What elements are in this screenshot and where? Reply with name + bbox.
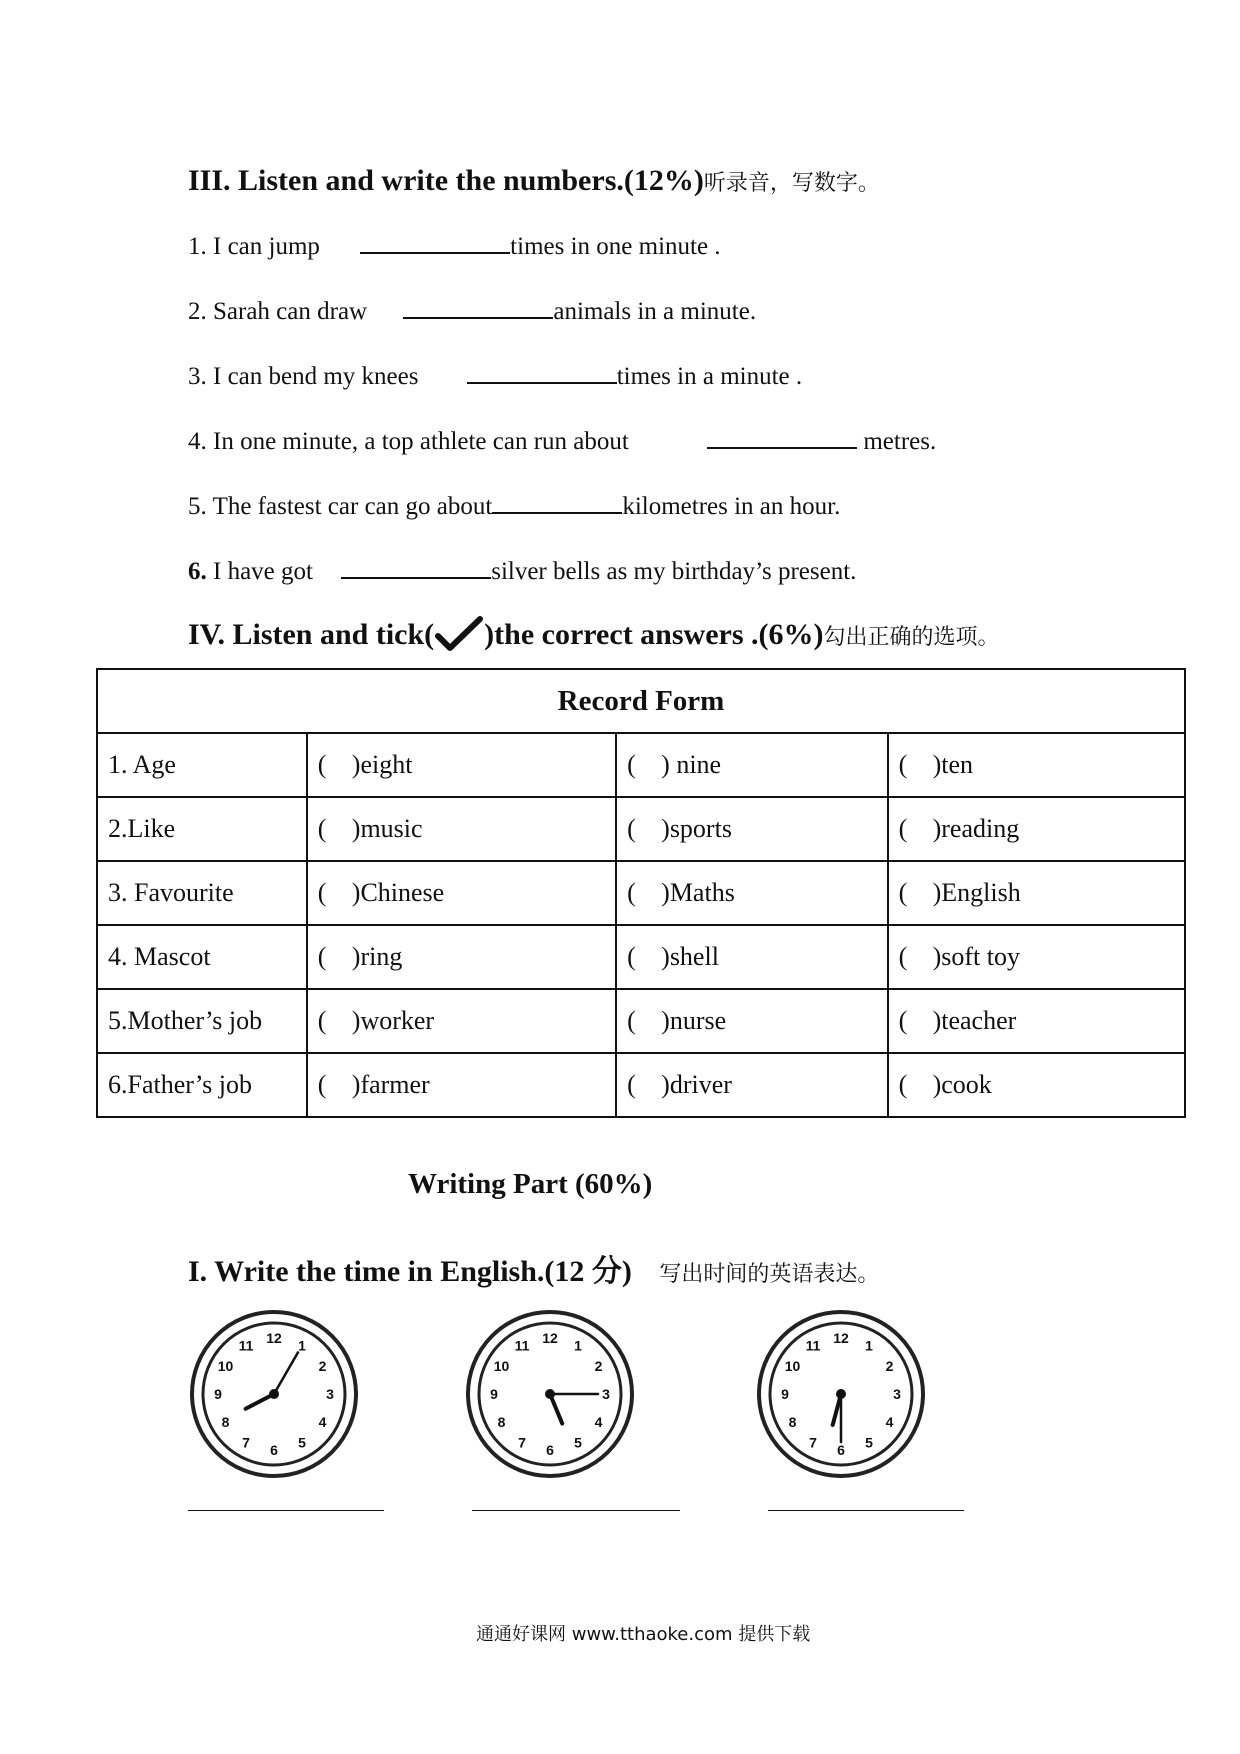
clock-numeral: 11 — [238, 1337, 254, 1354]
section-w1-title-cn: 写出时间的英语表达。 — [659, 1262, 880, 1287]
fill-item-6 — [188, 557, 856, 586]
option-cell[interactable]: ( )cook — [888, 1053, 1185, 1117]
option-cell[interactable]: ( )Chinese — [307, 861, 616, 925]
fill-item-2 — [188, 297, 756, 326]
option-cell[interactable]: ( )nurse — [616, 989, 887, 1053]
clock-numeral: 7 — [809, 1434, 817, 1451]
clock-numeral: 2 — [318, 1358, 327, 1374]
option-cell[interactable]: ( )sports — [616, 797, 887, 861]
answer-line[interactable] — [188, 1510, 384, 1511]
clock-numeral: 4 — [318, 1414, 327, 1430]
footer-text: 通通好课网 www.tthaoke.com 提供下载 — [476, 1624, 811, 1645]
answer-line[interactable] — [768, 1510, 964, 1511]
clock-numeral: 8 — [497, 1414, 506, 1430]
option-label: worker — [360, 1006, 435, 1035]
clock-numeral: 4 — [594, 1414, 603, 1430]
clock-numeral: 3 — [326, 1386, 334, 1402]
option-cell[interactable]: ( )music — [307, 797, 616, 861]
option-cell[interactable]: ( )farmer — [307, 1053, 616, 1117]
option-label: English — [941, 878, 1021, 907]
table-row — [97, 925, 1185, 989]
tick-box[interactable]: ( — [627, 750, 636, 779]
option-cell[interactable]: ( )shell — [616, 925, 887, 989]
clock-numeral: 11 — [514, 1337, 530, 1354]
section3-title-cn: 听录音，写数字。 — [703, 171, 880, 196]
option-cell[interactable]: ( )teacher — [888, 989, 1185, 1053]
option-label: music — [360, 814, 423, 843]
answer-blank[interactable] — [492, 492, 622, 514]
answer-line[interactable] — [472, 1510, 680, 1511]
clock-numeral: 7 — [518, 1434, 526, 1451]
table-row — [97, 797, 1185, 861]
item-text-after: times in one minute . — [510, 233, 721, 260]
option-cell[interactable]: ( )reading — [888, 797, 1185, 861]
clock-numeral: 6 — [546, 1442, 554, 1458]
item-text-after: silver bells as my birthday’s present. — [491, 558, 857, 585]
tick-box[interactable]: ( — [317, 942, 327, 971]
option-label: shell — [669, 942, 719, 971]
item-number: 1. — [188, 233, 207, 260]
answer-blank[interactable] — [341, 557, 491, 579]
tick-box[interactable]: ( — [317, 1070, 327, 1099]
option-label: soft toy — [941, 942, 1020, 971]
writing-part-title: Writing Part (60%) — [408, 1168, 653, 1200]
row-label: 1. Age — [97, 733, 307, 797]
table-title-row — [97, 669, 1185, 733]
item-number: 6. — [188, 558, 207, 585]
section4-title-b: )the correct answers .(6%) — [484, 618, 824, 651]
section3-heading — [188, 164, 880, 198]
clock-numeral: 6 — [270, 1442, 278, 1458]
tick-box[interactable]: ( — [898, 1070, 908, 1099]
tick-box[interactable]: ( — [627, 814, 636, 843]
option-label: farmer — [360, 1070, 430, 1099]
clock-numeral: 11 — [805, 1337, 821, 1354]
clock-icon — [464, 1308, 636, 1480]
item-text-after: kilometres in an hour. — [622, 493, 841, 520]
fill-item-5 — [188, 492, 840, 521]
section-w1-title: I. Write the time in English.(12 分) — [188, 1255, 632, 1288]
option-cell[interactable]: ( )English — [888, 861, 1185, 925]
option-label: ring — [360, 942, 403, 971]
clock-icon — [188, 1308, 360, 1480]
answer-blank[interactable] — [360, 232, 510, 254]
option-cell[interactable]: ( )soft toy — [888, 925, 1185, 989]
item-text-before: I can bend my knees — [213, 363, 419, 390]
record-form-table — [96, 668, 1186, 1118]
tick-box[interactable]: ( — [898, 1006, 908, 1035]
row-label: 6.Father’s job — [97, 1053, 307, 1117]
clock-numeral: 5 — [865, 1434, 873, 1451]
option-label: sports — [669, 814, 732, 843]
tick-box[interactable]: ( — [317, 878, 327, 907]
clock-numeral: 6 — [837, 1442, 845, 1458]
clock-numeral: 5 — [574, 1434, 582, 1451]
clock-numeral: 4 — [885, 1414, 894, 1430]
item-text-before: I can jump — [213, 233, 320, 260]
option-label: reading — [941, 814, 1020, 843]
clock-icon — [755, 1308, 927, 1480]
clock-numeral: 12 — [542, 1330, 558, 1346]
option-label: driver — [669, 1070, 732, 1099]
answer-blank[interactable] — [403, 297, 553, 319]
clock-numeral: 1 — [298, 1337, 306, 1354]
option-cell[interactable]: ( )worker — [307, 989, 616, 1053]
section4-heading — [188, 616, 1000, 652]
option-label: Chinese — [360, 878, 445, 907]
section4-title-a: IV. Listen and tick( — [188, 618, 435, 651]
clock-numeral: 9 — [490, 1386, 498, 1402]
item-text-before: I have got — [213, 558, 313, 585]
item-text-after: animals in a minute. — [553, 298, 757, 325]
table-row — [97, 861, 1185, 925]
section-w1-heading — [188, 1246, 879, 1290]
clock-numeral: 10 — [784, 1358, 801, 1374]
clock-numeral: 2 — [885, 1358, 894, 1374]
item-text-after: metres. — [863, 428, 937, 455]
option-label: Maths — [669, 878, 735, 907]
clock-numeral: 5 — [298, 1434, 306, 1451]
clock-numeral: 10 — [493, 1358, 510, 1374]
table-row — [97, 1053, 1185, 1117]
answer-blank[interactable] — [467, 362, 617, 384]
option-cell[interactable]: ( )ten — [888, 733, 1185, 797]
row-label: 3. Favourite — [97, 861, 307, 925]
fill-item-3 — [188, 362, 802, 391]
item-number: 4. — [188, 428, 207, 455]
row-label: 2.Like — [97, 797, 307, 861]
option-cell[interactable]: ( )eight — [307, 733, 616, 797]
option-label: ten — [941, 750, 974, 779]
tick-box[interactable]: ( — [898, 878, 908, 907]
tick-box[interactable]: ( — [627, 1006, 636, 1035]
clock-numeral: 10 — [217, 1358, 234, 1374]
table-title: Record Form — [97, 669, 1185, 733]
tick-box[interactable]: ( — [317, 750, 327, 779]
item-text-before: In one minute, a top athlete can run about — [213, 428, 629, 455]
tick-box[interactable]: ( — [898, 814, 908, 843]
option-label: cook — [941, 1070, 992, 1099]
clock-numeral: 12 — [833, 1330, 849, 1346]
item-text-before: The fastest car can go about — [212, 493, 493, 520]
clock-numeral: 9 — [781, 1386, 789, 1402]
item-text-after: times in a minute . — [616, 363, 803, 390]
clock-numeral: 2 — [594, 1358, 603, 1374]
tick-box[interactable]: ( — [627, 1070, 636, 1099]
tick-box[interactable]: ( — [627, 878, 636, 907]
fill-item-4 — [188, 427, 936, 456]
clock-numeral: 3 — [602, 1386, 610, 1402]
option-label: nurse — [669, 1006, 727, 1035]
clock-numeral: 9 — [214, 1386, 222, 1402]
tick-box[interactable]: ( — [898, 750, 908, 779]
option-label: teacher — [941, 1006, 1017, 1035]
clock-numeral: 3 — [893, 1386, 901, 1402]
tick-box[interactable]: ( — [317, 814, 327, 843]
clock-numeral: 7 — [242, 1434, 250, 1451]
checkmark-icon — [434, 616, 484, 652]
clock-numeral: 8 — [788, 1414, 797, 1430]
fill-item-1 — [188, 232, 721, 261]
row-label: 5.Mother’s job — [97, 989, 307, 1053]
section4-title-cn: 勾出正确的选项。 — [823, 625, 1000, 650]
table-row — [97, 989, 1185, 1053]
clock-numeral: 1 — [865, 1337, 873, 1354]
item-text-before: Sarah can draw — [213, 298, 368, 325]
clock-numeral: 8 — [221, 1414, 230, 1430]
clock-center — [269, 1389, 279, 1399]
tick-box[interactable]: ( — [898, 942, 908, 971]
section3-title: III. Listen and write the numbers.(12%) — [188, 164, 704, 197]
option-label: nine — [676, 750, 722, 779]
option-label: eight — [360, 750, 413, 779]
tick-box[interactable]: ( — [317, 1006, 327, 1035]
clock-numeral: 12 — [266, 1330, 282, 1346]
table-row — [97, 733, 1185, 797]
item-number: 3. — [188, 363, 207, 390]
clock-center — [545, 1389, 555, 1399]
clock-center — [836, 1389, 846, 1399]
clock-numeral: 1 — [574, 1337, 582, 1354]
item-number: 5. — [188, 493, 207, 520]
option-cell[interactable]: ( )Maths — [616, 861, 887, 925]
answer-blank[interactable] — [707, 427, 857, 449]
tick-box[interactable]: ( — [627, 942, 636, 971]
option-cell[interactable]: ( )ring — [307, 925, 616, 989]
option-cell[interactable]: ( ) nine — [616, 733, 887, 797]
item-number: 2. — [188, 298, 207, 325]
row-label: 4. Mascot — [97, 925, 307, 989]
option-cell[interactable]: ( )driver — [616, 1053, 887, 1117]
